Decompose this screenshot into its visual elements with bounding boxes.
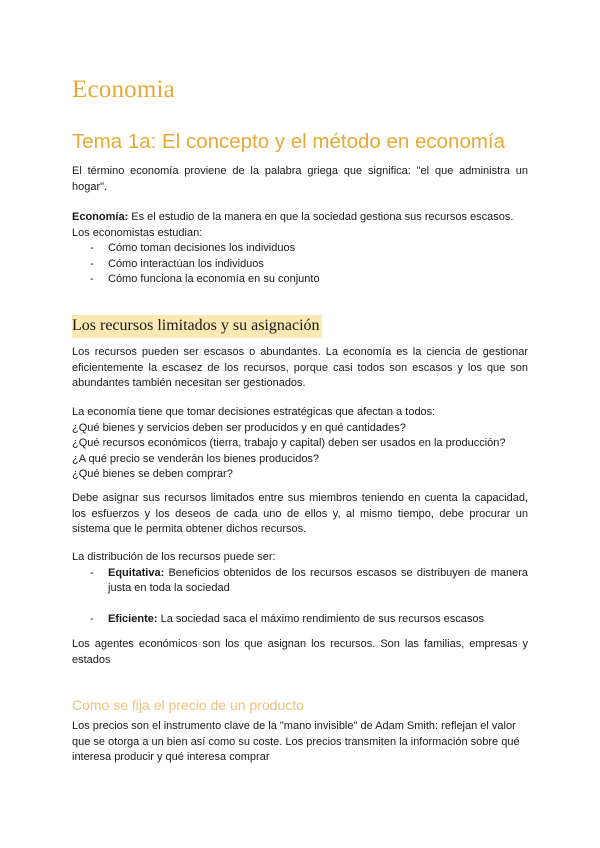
question-line: ¿Qué recursos económicos (tierra, trabajo y capital) deben ser usados en la producción?: [72, 437, 506, 449]
list-intro: Los economistas estudian:: [72, 226, 203, 239]
agents-paragraph: Los agentes económicos son los que asignan los recursos. Son las familias, empresas y estados: [72, 638, 528, 666]
distribution-intro: La distribución de los recursos puede ser:: [72, 551, 276, 563]
equitativa-term: Equitativa:: [108, 566, 165, 579]
list-item-equitativa: [72, 566, 528, 597]
definition-term: Economía:: [72, 211, 129, 223]
resources-paragraph: Los recursos pueden ser escasos o abundantes. La economía es la ciencia de gestionar eficientemente la escasez de los recursos, porque casi todos son escasos y los que son abundantes también necesitan ser gestionados.: [72, 346, 528, 389]
section-heading-tema-1a: Tema 1a: El concepto y el método en economía: [72, 130, 506, 153]
definition-paragraph: [72, 210, 528, 226]
question-line: ¿A qué precio se venderán los bienes producidos?: [72, 452, 320, 465]
intro-paragraph: El término economía proviene de la palabra griega que significa: "el que administra un hogar".: [72, 165, 528, 193]
section-heading-precio: Como se fija el precio de un producto: [72, 697, 304, 713]
decisions-block: [72, 405, 528, 483]
question-line: ¿Qué bienes se deben comprar?: [72, 468, 233, 480]
prices-paragraph: Los precios son el instrumento clave de la "mano invisible" de Adam Smith: reflejan el valor que se otorga a un bien así como su coste. Los precios transmiten la información sobre qué interesa producir y qué interesa comprar: [72, 720, 520, 763]
eficiente-term: Eficiente:: [108, 612, 158, 625]
equitativa-text: Beneficios obtenidos de los recursos escasos se distribuyen de manera justa en toda la sociedad: [108, 566, 528, 594]
definition-text: Es el estudio de la manera en que la sociedad gestiona sus recursos escasos.: [128, 211, 514, 223]
eficiente-text: La sociedad saca el máximo rendimiento de sus recursos escasos: [157, 612, 485, 625]
distribution-block: [72, 550, 528, 627]
list-item: - Cómo interactúan los individuos: [72, 257, 528, 273]
allocation-paragraph: Debe asignar sus recursos limitados entre sus miembros teniendo en cuenta la capacidad, los esfuerzos y los deseos de cada uno de ellos y, al mismo tiempo, debe procurar un sistema que le permita obtener dichos recursos.: [72, 492, 528, 535]
definition-block: [72, 210, 528, 288]
list-item-eficiente: [72, 612, 528, 628]
decisions-intro: La economía tiene que tomar decisiones estratégicas que afectan a todos:: [72, 406, 436, 418]
economists-study-list: [72, 241, 528, 288]
document-title: Economia: [72, 76, 175, 103]
distribution-list: [72, 566, 528, 628]
question-line: ¿Qué bienes y servicios deben ser producidos y en qué cantidades?: [72, 421, 406, 434]
list-item: - Cómo toman decisiones los individuos: [72, 241, 528, 257]
section-heading-recursos: Los recursos limitados y su asignación: [72, 315, 322, 338]
list-item: - Cómo funciona la economía en su conjunto: [72, 272, 528, 288]
